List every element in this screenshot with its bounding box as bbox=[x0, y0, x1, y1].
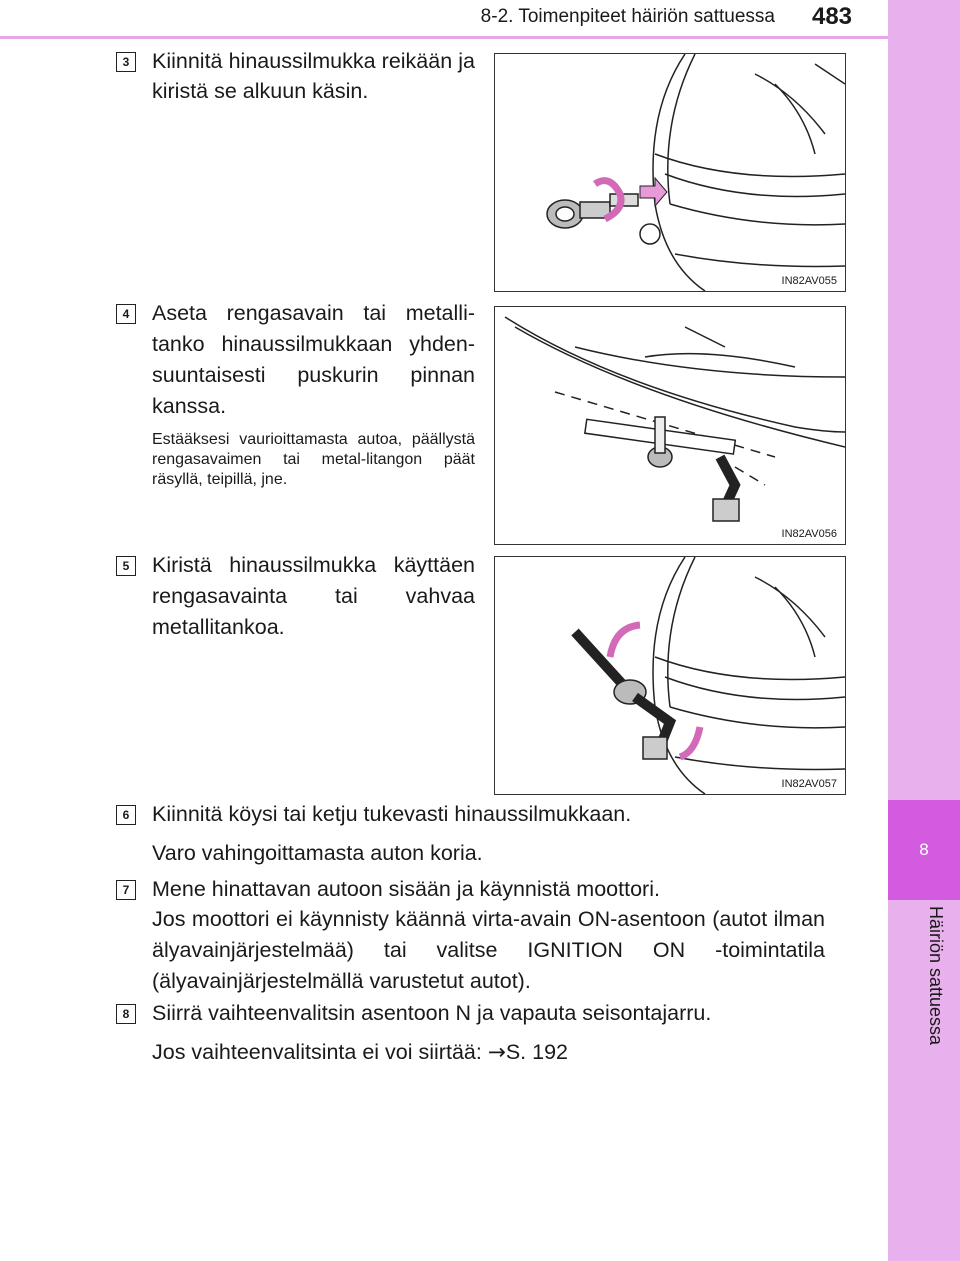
step-subtext bbox=[152, 1037, 842, 1068]
header-rule bbox=[0, 36, 888, 39]
step-subtext: Varo vahingoittamasta auton koria. bbox=[152, 841, 483, 865]
page-reference-link[interactable]: S. 192 bbox=[505, 1040, 568, 1064]
figure-wrench-position bbox=[494, 306, 846, 545]
section-title: 8-2. Toimenpiteet häiriön sattuessa bbox=[480, 6, 775, 27]
step-subtext-prefix: Jos vaihteenvalitsinta ei voi siirtää: bbox=[152, 1040, 488, 1064]
chapter-number: 8 bbox=[888, 800, 960, 900]
tow-eye-illustration bbox=[495, 54, 845, 291]
figure-tighten bbox=[494, 556, 846, 795]
figure-code: IN82AV057 bbox=[781, 778, 837, 790]
step-text: Aseta rengasavain tai metalli-tanko hinaussilmukkaan yhden-suuntaisesti puskurin pinnan kanssa. bbox=[152, 301, 475, 418]
step-text: Kiristä hinaussilmukka käyttäen rengasavainta tai vahvaa metallitankoa. bbox=[152, 553, 475, 639]
step-number: 8 bbox=[116, 1004, 136, 1024]
arrow-right-icon: → bbox=[487, 1040, 506, 1065]
figure-tow-eye-insert bbox=[494, 53, 846, 292]
step-number: 3 bbox=[116, 52, 136, 72]
chapter-title: Häiriön sattuessa bbox=[926, 906, 946, 1046]
step-number: 7 bbox=[116, 880, 136, 900]
side-tab bbox=[888, 0, 960, 1261]
step-text: Kiinnitä hinaussilmukka reikään ja kiristä se alkuun käsin. bbox=[152, 49, 475, 103]
step-number: 6 bbox=[116, 805, 136, 825]
step-text: Mene hinattavan autoon sisään ja käynnistä moottori. bbox=[152, 877, 660, 901]
tighten-illustration bbox=[495, 557, 845, 794]
step-number: 5 bbox=[116, 556, 136, 576]
page-number: 483 bbox=[782, 0, 882, 34]
figure-code: IN82AV055 bbox=[781, 275, 837, 287]
wrench-illustration bbox=[495, 307, 845, 544]
step-number: 4 bbox=[116, 304, 136, 324]
figure-code: IN82AV056 bbox=[781, 528, 837, 540]
step-text: Siirrä vaihteenvalitsin asentoon N ja vapauta seisontajarru. bbox=[152, 1001, 712, 1025]
step-text: Kiinnitä köysi tai ketju tukevasti hinaussilmukkaan. bbox=[152, 802, 632, 826]
step-subtext: Jos moottori ei käynnisty käännä virta-avain ON-asentoon (autot ilman älyavainjärjestelmää) tai valitse IGNITION ON -toimintatila (älyavainjärjestelmällä varustetut autot). bbox=[152, 907, 825, 993]
step-note: Estääksesi vaurioittamasta autoa, päällystä rengasavaimen tai metal-litangon päät räsyllä, teipillä, jne. bbox=[152, 431, 475, 488]
